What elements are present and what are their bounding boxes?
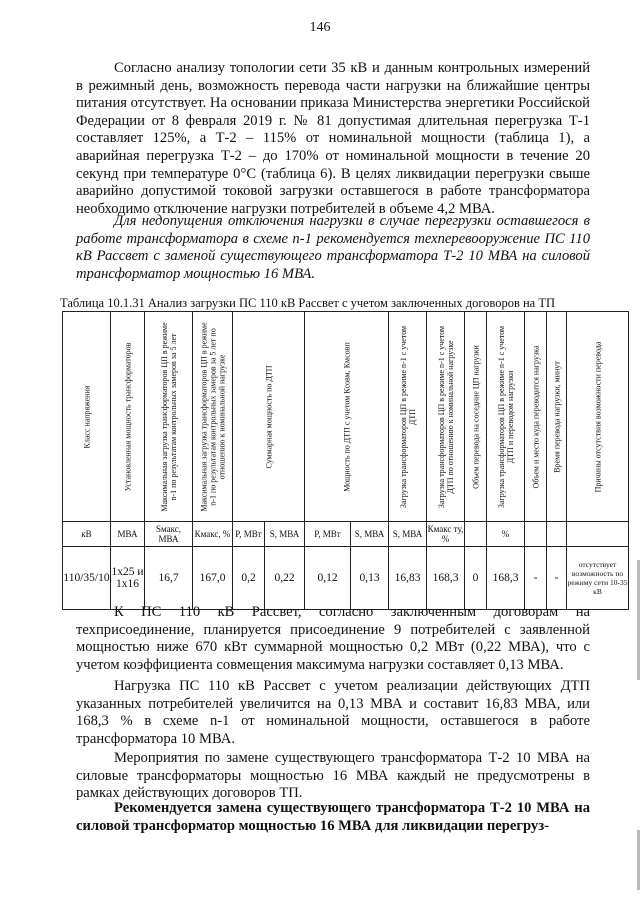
unit-cell: S, МВА — [389, 522, 427, 547]
unit-cell: Кмакс ту, % — [427, 522, 465, 547]
header-installed-power: Установленная мощность трансформаторов — [111, 312, 145, 522]
header-transfer-volume: Объем перевода на соседние ЦП нагрузки — [465, 312, 487, 522]
paragraph-recommendation-italic — [76, 213, 590, 283]
header-total-dtp-power: Суммарная мощность по ДТП — [233, 312, 305, 522]
paragraph-topology-text: Согласно анализу топологии сети 35 кВ и данным контрольных измерений в режимный день, возможность перевода части нагрузки на ближайшие центры питания отсутствует. На основании приказа Министерства энергетики Российской Федерации от 8 февраля 2019 г. № 81 допустимая длительная перегрузка Т-1 составляет 125%, а Т-2 – 115% от номинальной мощности (таблица 1), а аварийная перегрузка Т-2 – до 170% от номинальной мощности в течение 20 секунд при температуре 0°С (таблица 6). В целях ликвидации перегрузки свыше аварийно допустимой токовой загрузки оставшегося в работе трансформатора необходимо отключение нагрузки потребителей в объеме 4,2 МВА. — [76, 60, 590, 217]
table-header-row — [63, 312, 629, 522]
cell-p-k: 0,12 — [305, 547, 351, 610]
unit-cell — [547, 522, 567, 547]
unit-cell: S, МВА — [265, 522, 305, 547]
cell-reason: отсутствует возможность по режиму сети 10-35 кВ — [567, 547, 629, 610]
cell-voltage: 110/35/10 — [63, 547, 111, 610]
paragraph-measures-text: Мероприятия по замене существующего трансформатора Т-2 10 МВА на силовые трансформаторы мощностью 16 МВА каждый не предусмотрены в рамках действующих договоров ТП. — [76, 750, 590, 802]
unit-cell — [567, 522, 629, 547]
header-reason: Причины отсутствия возможности перевода — [567, 312, 629, 522]
paragraph-recommendation-italic-text: Для недопущения отключения нагрузки в случае перегрузки оставшегося в работе трансформатора в схеме n-1 рекомендуется техперевооружение ПС 110 кВ Рассвет с заменой существующего трансформатора Т-2 10 МВА на силовой трансформатор мощностью 16 МВА. — [76, 213, 590, 282]
header-load-ratio-dtp: Загрузка трансформаторов ЦП в режиме n-1 с учетом ДТП по отношению к номинальной нагрузке — [427, 312, 465, 522]
header-max-load-ratio: Максимальная загрузка трансформаторов ЦП в режиме n-1 по результатам контрольных замеров за 5 лет по отношению к номинальной нагрузке — [193, 312, 233, 522]
unit-cell — [525, 522, 547, 547]
header-load-after-transfer: Загрузка трансформаторов ЦП в режиме n-1 с учетом ДТП и переводом нагрузки — [487, 312, 525, 522]
unit-cell — [465, 522, 487, 547]
cell-kmax: 167,0 — [193, 547, 233, 610]
cell-k-load: 168,3 — [427, 547, 465, 610]
cell-installed: 1x25 и 1x16 — [111, 547, 145, 610]
unit-cell: МВА — [111, 522, 145, 547]
unit-cell: Кмакс, % — [193, 522, 233, 547]
paragraph-recommendation-bold-text: Рекомендуется замена существующего трансформатора Т-2 10 МВА на силовой трансформатор мощностью 16 МВА для ликвидации перегруз- — [76, 800, 590, 834]
header-max-load: Максимальная загрузка трансформаторов ЦП в режиме n-1 по результатам контрольных замеров за 5 лет — [145, 312, 193, 522]
table-units-row — [63, 522, 629, 547]
paragraph-measures — [76, 750, 590, 803]
table-caption: Таблица 10.1.31 Анализ загрузки ПС 110 кВ Рассвет с учетом заключенных договоров на ТП — [60, 296, 556, 310]
load-analysis-table — [62, 311, 629, 610]
cell-time: - — [547, 547, 567, 610]
paragraph-connections — [76, 604, 590, 674]
page-number: 146 — [309, 20, 331, 35]
unit-cell: % — [487, 522, 525, 547]
header-transfer-place: Объем и место куда переводится нагрузка — [525, 312, 547, 522]
unit-cell: S, МВА — [351, 522, 389, 547]
header-transfer-time: Время перевода нагрузки, минут — [547, 312, 567, 522]
paragraph-load-increase-text: Нагрузка ПС 110 кВ Рассвет с учетом реализации действующих ДТП указанных потребителей увеличится на 0,13 МВА и составит 16,83 МВА, или 168,3 % в схеме n-1 от номинальной мощности, оставшегося в работе трансформатора 10 МВА. — [76, 678, 590, 747]
paragraph-recommendation-bold — [76, 800, 590, 835]
cell-p-dtp: 0,2 — [233, 547, 265, 610]
cell-s-k: 0,13 — [351, 547, 389, 610]
unit-cell: Sмакс, МВА — [145, 522, 193, 547]
header-dtp-power-coef: Мощность по ДТП с учетом Ксовм, Кмсовп — [305, 312, 389, 522]
cell-transfer: 0 — [465, 547, 487, 610]
unit-cell: кВ — [63, 522, 111, 547]
header-load-with-dtp: Загрузка трансформаторов ЦП в режиме n-1 с учетом ДТП — [389, 312, 427, 522]
header-voltage-class: Класс напряжения — [63, 312, 111, 522]
paragraph-connections-text: К ПС 110 кВ Рассвет, согласно заключенным договорам на техприсоединение, планируется присоединение 9 потребителей с заявленной мощностью ниже 670 кВт суммарной мощностью 0,2 МВт (0,22 МВА), что с учетом коэффициента совмещения максимума нагрузки составляет 0,13 МВА. — [76, 604, 590, 673]
cell-s-dtp: 0,22 — [265, 547, 305, 610]
cell-place: - — [525, 547, 547, 610]
paragraph-load-increase — [76, 678, 590, 748]
cell-k-after: 168,3 — [487, 547, 525, 610]
unit-cell: P, МВт — [233, 522, 265, 547]
cell-s-load: 16,83 — [389, 547, 427, 610]
unit-cell: P, МВт — [305, 522, 351, 547]
cell-smax: 16,7 — [145, 547, 193, 610]
table-data-row — [63, 547, 629, 610]
paragraph-topology — [76, 60, 590, 218]
